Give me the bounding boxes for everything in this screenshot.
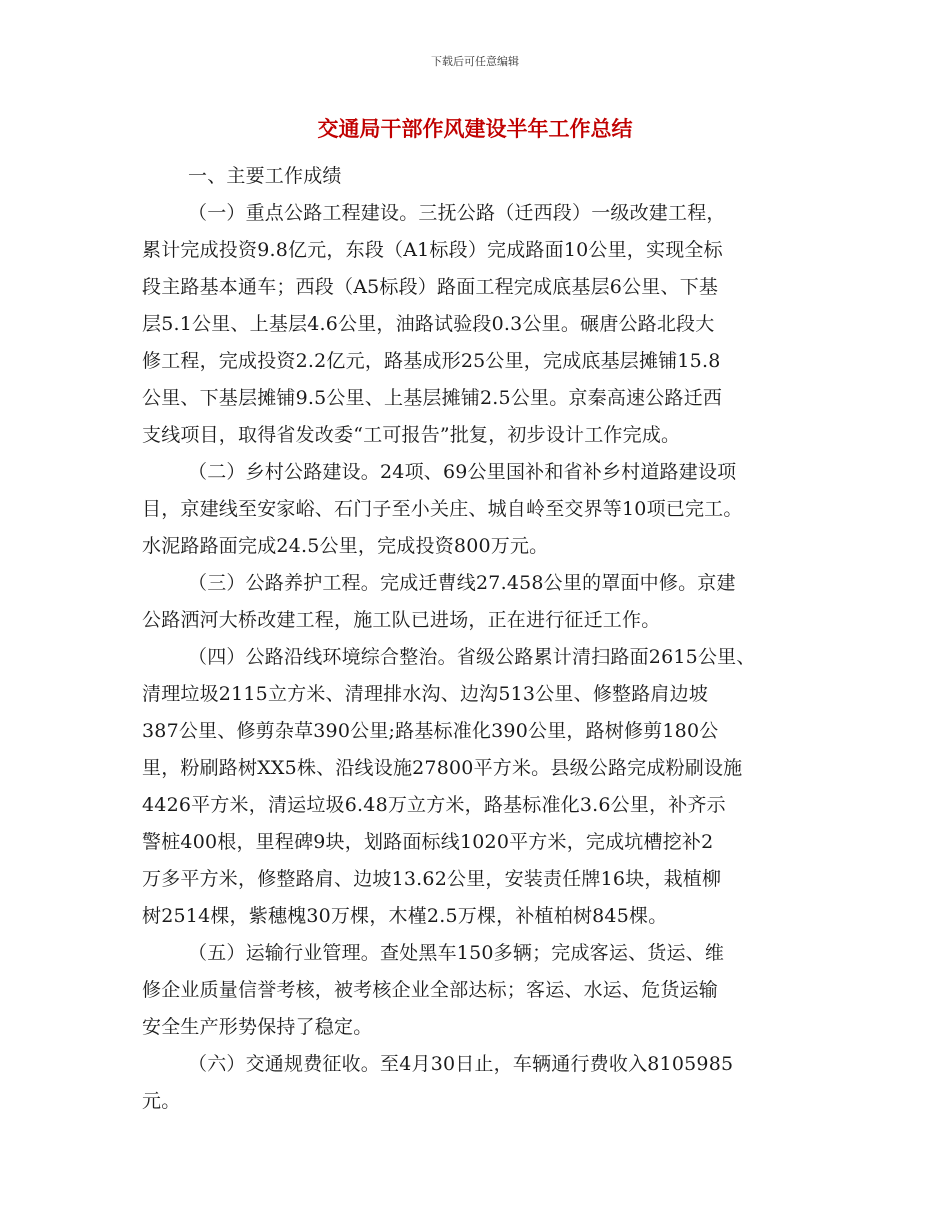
body-line: （三）公路养护工程。完成迁曹线27.458公里的罩面中修。京建 bbox=[188, 572, 736, 594]
body-line: （六）交通规费征收。至4月30日止，车辆通行费收入8105985 bbox=[188, 1053, 734, 1075]
body-line: 安全生产形势保持了稳定。 bbox=[142, 1016, 373, 1038]
body-line: 树2514棵，紫穗槐30万棵，木槿2.5万棵，补植柏树845棵。 bbox=[142, 905, 668, 927]
body-line: 警桩400根，里程碑9块，划路面标线1020平方米，完成坑槽挖补2 bbox=[142, 831, 714, 853]
body-line: 修工程，完成投资2.2亿元，路基成形25公里，完成底基层摊铺15.8 bbox=[142, 350, 721, 372]
body-line: 公路洒河大桥改建工程，施工队已进场，正在进行征迁工作。 bbox=[142, 609, 661, 631]
body-line: 一、主要工作成绩 bbox=[188, 165, 342, 187]
body-line: 清理垃圾2115立方米、清理排水沟、边沟513公里、修整路肩边坡 bbox=[142, 683, 709, 705]
body-line: （五）运输行业管理。查处黑车150多辆；完成客运、货运、维 bbox=[188, 942, 725, 964]
body-line: （一）重点公路工程建设。三抚公路（迁西段）一级改建工程， bbox=[188, 202, 726, 224]
body-line: 万多平方米，修整路肩、边坡13.62公里，安装责任牌16块，栽植柳 bbox=[142, 868, 722, 890]
page-header-note: 下载后可任意编辑 bbox=[431, 55, 519, 68]
body-line: 目，京建线至安家峪、石门子至小关庄、城自岭至交界等10项已完工。 bbox=[142, 498, 743, 520]
body-line: 段主路基本通车；西段（A5标段）路面工程完成底基层6公里、下基 bbox=[142, 276, 719, 298]
body-line: 387公里、修剪杂草390公里;路基标准化390公里，路树修剪180公 bbox=[142, 720, 719, 742]
body-line: 水泥路路面完成24.5公里，完成投资800万元。 bbox=[142, 535, 549, 557]
body-line: 累计完成投资9.8亿元，东段（A1标段）完成路面10公里，实现全标 bbox=[142, 239, 723, 261]
body-line: 层5.1公里、上基层4.6公里，油路试验段0.3公里。碾唐公路北段大 bbox=[142, 313, 715, 335]
body-line: （二）乡村公路建设。24项、69公里国补和省补乡村道路建设项 bbox=[188, 461, 737, 483]
body-line: 4426平方米，清运垃圾6.48万立方米，路基标准化3.6公里，补齐示 bbox=[142, 794, 726, 816]
body-line: 元。 bbox=[142, 1090, 181, 1112]
body-line: 修企业质量信誉考核，被考核企业全部达标；客运、水运、危货运输 bbox=[142, 979, 719, 1001]
body-line: （四）公路沿线环境综合整治。省级公路累计清扫路面2615公里、 bbox=[188, 646, 756, 668]
body-line: 支线项目，取得省发改委“工可报告”批复，初步设计工作完成。 bbox=[142, 424, 681, 446]
document-title: 交通局干部作风建设半年工作总结 bbox=[317, 117, 633, 141]
document-body bbox=[142, 158, 820, 1120]
body-line: 公里、下基层摊铺9.5公里、上基层摊铺2.5公里。京秦高速公路迁西 bbox=[142, 387, 723, 409]
body-line: 里，粉刷路树XX5株、沿线设施27800平方米。县级公路完成粉刷设施 bbox=[142, 757, 743, 779]
